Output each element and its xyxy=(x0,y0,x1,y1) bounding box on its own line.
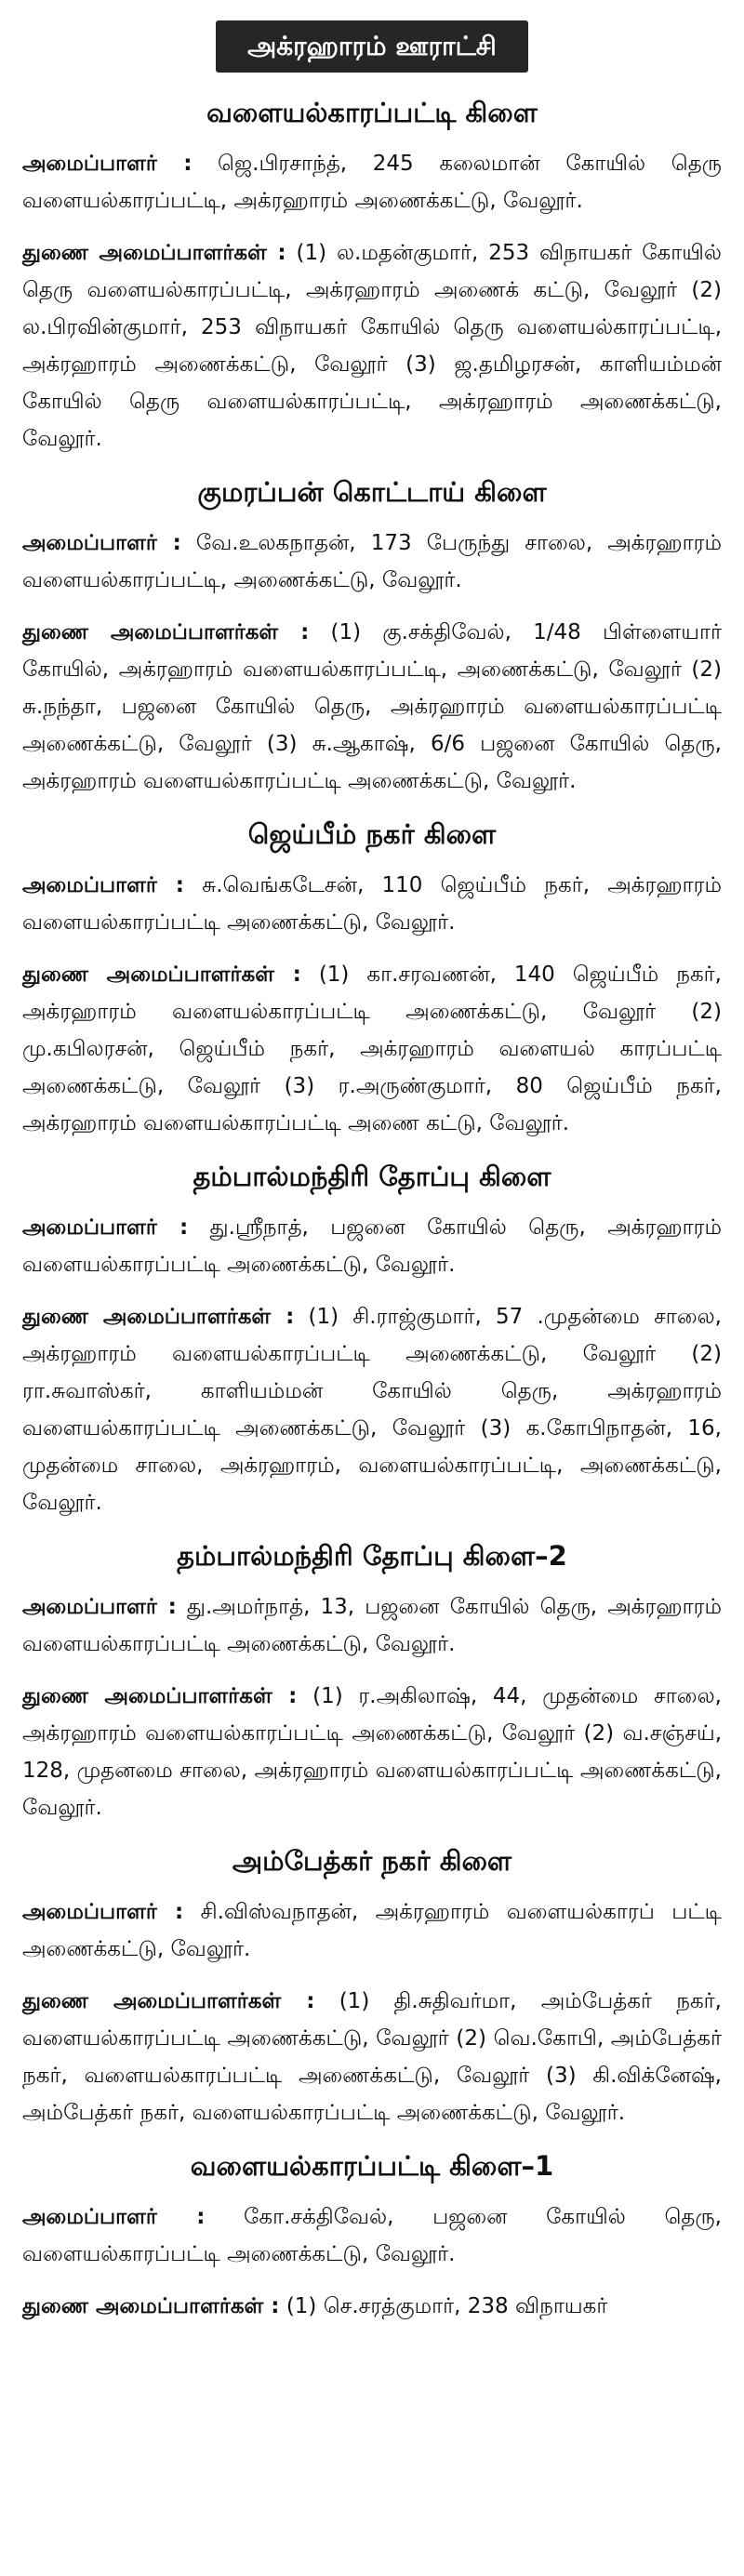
deputies-text: (1) சி.ராஜ்குமார், 57 .முதன்மை சாலை, அக்ரஹாரம் வளையல்காரப்பட்டி அணைக்கட்டு, வேலூர் (2) ரா.சுவாஸ்கர், காளியம்மன் கோயில் தெரு, அக்ரஹாரம் வளையல்காரப்பட்டி அணைக்கட்டு, வேலூர் (3) க.கோபிநாதன், 16, முதன்மை சாலை, அக்ரஹாரம், வளையல்காரப்பட்டி, அணைக்கட்டு, வேலூர். xyxy=(22,1305,722,1515)
leader-label: அமைப்பாளர் : xyxy=(22,1595,177,1619)
branch-section xyxy=(22,1536,722,1826)
branch-title: தம்பால்மந்திரி தோப்பு கிளை xyxy=(193,1161,551,1192)
leader-text: சு.வெங்கடேசன், 110 ஜெய்பீம் நகர், அக்ரஹாரம் வளையல்காரப்பட்டி அணைக்கட்டு, வேலூர். xyxy=(22,873,722,935)
leader-paragraph xyxy=(22,524,722,599)
leader-label: அமைப்பாளர் : xyxy=(22,1900,184,1924)
branch-section xyxy=(22,1157,722,1521)
deputies-label: துணை அமைப்பாளர்கள் : xyxy=(22,1305,295,1329)
leader-text: து.ஸ்ரீநாத், பஜனை கோயில் தெரு, அக்ரஹாரம் வளையல்காரப்பட்டி அணைக்கட்டு, வேலூர். xyxy=(22,1215,722,1277)
deputies-text: (1) செ.சரத்குமார், 238 விநாயகர் xyxy=(279,2294,608,2318)
branch-section xyxy=(22,93,722,458)
leader-label: அமைப்பாளர் : xyxy=(22,152,193,176)
deputies-text: (1) தி.சுதிவர்மா, அம்பேத்கர் நகர், வளையல்காரப்பட்டி அணைக்கட்டு, வேலூர் (2) வெ.கோபி, அம்பேத்கர் நகர், வளையல்காரப்பட்டி அணைக்கட்டு, வேலூர் (3) கி.விக்னேஷ், அம்பேத்கர் நகர், வளையல்காரப்பட்டி அணைக்கட்டு, வேலூர். xyxy=(22,1989,722,2125)
panchayat-banner: அக்ரஹாரம் ஊராட்சி xyxy=(216,20,528,73)
deputies-paragraph xyxy=(22,956,722,1142)
deputies-text: (1) ர.அகிலாஷ், 44, முதன்மை சாலை, அக்ரஹாரம் வளையல்காரப்பட்டி அணைக்கட்டு, வேலூர் (2) வ.சஞ்சய், 128, முதனமை சாலை, அக்ரஹாரம் வளையல்காரப்பட்டி அணைக்கட்டு, வேலூர். xyxy=(22,1684,722,1820)
deputies-paragraph xyxy=(22,1298,722,1521)
leader-paragraph xyxy=(22,1893,722,1968)
deputies-text: (1) ல.மதன்குமார், 253 விநாயகர் கோயில் தெரு வளையல்காரப்பட்டி, அக்ரஹாரம் அணைக் கட்டு, வேலூர் (2) ல.பிரவின்குமார், 253 விநாயகர் கோயில் தெரு வளையல்காரப்பட்டி, அக்ரஹாரம் அணைக்கட்டு, வேலூர் (3) ஜ.தமிழரசன், காளியம்மன் கோயில் தெரு வளையல்காரப்பட்டி, அக்ரஹாரம் அணைக்கட்டு, வேலூர். xyxy=(22,241,722,451)
deputies-label: துணை அமைப்பாளர்கள் : xyxy=(22,1989,315,2013)
leader-paragraph xyxy=(22,1588,722,1663)
leader-paragraph xyxy=(22,867,722,941)
leader-text: சி.விஸ்வநாதன், அக்ரஹாரம் வளையல்காரப் பட்டி அணைக்கட்டு, வேலூர். xyxy=(22,1900,722,1961)
leader-paragraph xyxy=(22,2198,722,2273)
branch-title: குமரப்பன் கொட்டாய் கிளை xyxy=(197,476,547,508)
branch-title: வளையல்காரப்பட்டி கிளை xyxy=(206,97,538,128)
deputies-paragraph xyxy=(22,614,722,800)
deputies-label: துணை அமைப்பாளர்கள் : xyxy=(22,1684,298,1708)
leader-label: அமைப்பாளர் : xyxy=(22,531,181,555)
branch-section xyxy=(22,1841,722,2131)
branch-title: வளையல்காரப்பட்டி கிளை–1 xyxy=(190,2150,554,2182)
deputies-label: துணை அமைப்பாளர்கள் : xyxy=(22,620,310,644)
deputies-label: துணை அமைப்பாளர்கள் : xyxy=(22,963,301,987)
leader-text: ஜெ.பிரசாந்த், 245 கலைமான் கோயில் தெரு வளையல்காரப்பட்டி, அக்ரஹாரம் அணைக்கட்டு, வேலூர். xyxy=(22,152,722,213)
branch-title: அம்பேத்கர் நகர் கிளை xyxy=(232,1845,512,1877)
leader-label: அமைப்பாளர் : xyxy=(22,873,184,897)
deputies-paragraph xyxy=(22,2288,722,2325)
leader-text: கோ.சக்திவேல், பஜனை கோயில் தெரு, வளையல்காரப்பட்டி அணைக்கட்டு, வேலூர். xyxy=(22,2205,722,2266)
banner-wrap xyxy=(22,20,722,73)
branch-section xyxy=(22,815,722,1142)
leader-paragraph xyxy=(22,145,722,219)
deputies-paragraph xyxy=(22,234,722,458)
leader-text: வே.உலகநாதன், 173 பேருந்து சாலை, அக்ரஹாரம் வளையல்காரப்பட்டி, அணைக்கட்டு, வேலூர். xyxy=(22,531,723,592)
leader-label: அமைப்பாளர் : xyxy=(22,2205,206,2229)
leader-paragraph xyxy=(22,1209,722,1283)
leader-text: து.அமர்நாத், 13, பஜனை கோயில் தெரு, அக்ரஹாரம் வளையல்காரப்பட்டி அணைக்கட்டு, வேலூர். xyxy=(22,1595,722,1656)
deputies-paragraph xyxy=(22,1983,722,2131)
deputies-label: துணை அமைப்பாளர்கள் : xyxy=(22,241,286,265)
deputies-paragraph xyxy=(22,1678,722,1826)
deputies-text: (1) கா.சரவணன், 140 ஜெய்பீம் நகர், அக்ரஹாரம் வளையல்காரப்பட்டி அணைக்கட்டு, வேலூர் (2) மு.கபிலரசன், ஜெய்பீம் நகர், அக்ரஹாரம் வளையல் காரப்பட்டி அணைக்கட்டு, வேலூர் (3) ர.அருண்குமார், 80 ஜெய்பீம் நகர், அக்ரஹாரம் வளையல்காரப்பட்டி அணை கட்டு, வேலூர். xyxy=(22,963,722,1135)
branch-section xyxy=(22,2146,722,2325)
leader-label: அமைப்பாளர் : xyxy=(22,1215,189,1240)
branch-section xyxy=(22,472,722,800)
deputies-text: (1) கு.சக்திவேல், 1/48 பிள்ளையார் கோயில், அக்ரஹாரம் வளையல்காரப்பட்டி, அணைக்கட்டு, வேலூர் (2) சு.நந்தா, பஜனை கோயில் தெரு, அக்ரஹாரம் வளையல்காரப்பட்டி அணைக்கட்டு, வேலூர் (3) சு.ஆகாஷ், 6/6 பஜனை கோயில் தெரு, அக்ரஹாரம் வளையல்காரப்பட்டி அணைக்கட்டு, வேலூர். xyxy=(22,620,722,793)
deputies-label: துணை அமைப்பாளர்கள் : xyxy=(22,2294,280,2318)
branch-title: தம்பால்மந்திரி தோப்பு கிளை–2 xyxy=(177,1540,567,1572)
branch-title: ஜெய்பீம் நகர் கிளை xyxy=(247,818,497,850)
